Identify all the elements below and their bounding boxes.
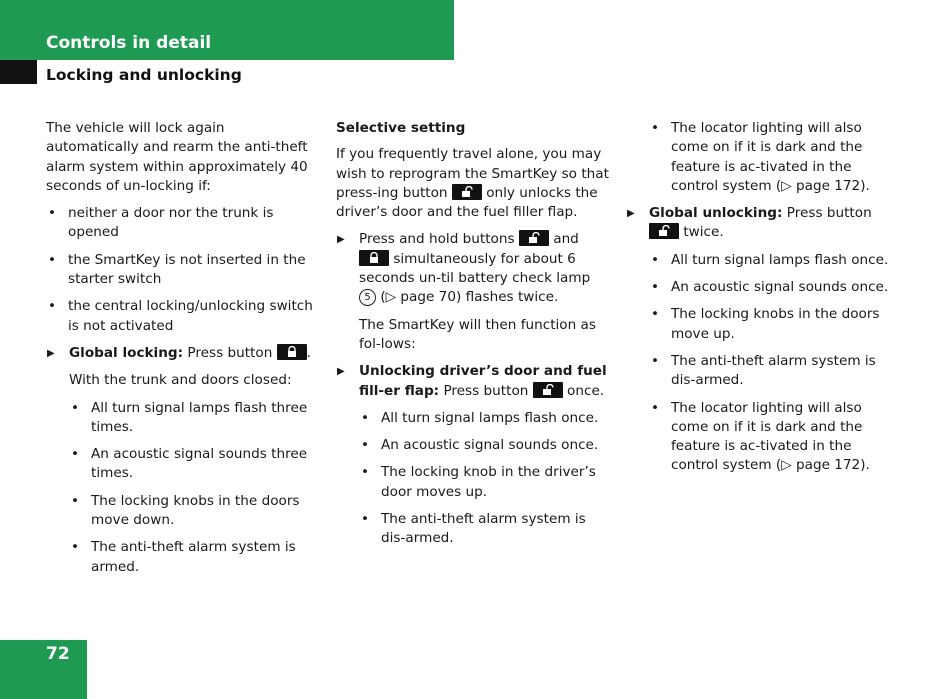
instruction-step: ▶ Unlocking driver’s door and fuel fill-er flap: Press button once.: [336, 362, 610, 401]
list-item: • All turn signal lamps flash once.: [626, 251, 902, 270]
unlock-button-icon: [519, 230, 549, 246]
list-item: • the SmartKey is not inserted in the starter switch: [46, 251, 318, 290]
list-item: • An acoustic signal sounds once.: [626, 278, 902, 297]
paragraph: The SmartKey will then function as fol-lows:: [359, 316, 596, 352]
subheading: Selective setting: [336, 120, 466, 136]
instruction-global-unlocking: ▶ Global unlocking: Press button twice.: [626, 204, 902, 243]
list-item: • The locking knob in the driver’s door moves up.: [336, 463, 610, 502]
chapter-title: Controls in detail: [46, 33, 212, 53]
list-item: • The locator lighting will also come on if it is dark and the feature is ac-tivated in the control system (▷ page 172).: [626, 119, 902, 196]
list-item: • the central locking/unlocking switch is not activated: [46, 297, 318, 336]
intro-paragraph: The vehicle will lock again automatically and rearm the anti-theft alarm system within approximately 40 seconds of un-locking if:: [46, 120, 308, 194]
instruction-label: Global unlocking:: [649, 205, 783, 222]
list-item: • neither a door nor the trunk is opened: [46, 204, 318, 243]
column-3: [626, 119, 902, 484]
list-item: • The anti-theft alarm system is dis-armed.: [336, 510, 610, 549]
list-item: • An acoustic signal sounds once.: [336, 436, 610, 455]
list-item: • An acoustic signal sounds three times.: [46, 445, 318, 484]
list-item: • The locking knobs in the doors move up.: [626, 305, 902, 344]
lock-button-icon: [359, 250, 389, 266]
page-number: 72: [46, 644, 70, 664]
unlock-button-icon: [452, 184, 482, 200]
lock-button-icon: [277, 344, 307, 360]
list-item: • All turn signal lamps flash three times.: [46, 399, 318, 438]
section-marker: [0, 60, 37, 84]
unlock-button-icon: [533, 382, 563, 398]
lamp-number: 5: [359, 289, 376, 306]
unlock-button-icon: [649, 223, 679, 239]
instruction-label: Unlocking driver’s door and fuel fill-er flap:: [359, 363, 607, 399]
instruction-global-locking: ▶ Global locking: Press button .: [46, 344, 318, 363]
list-item: • The locator lighting will also come on if it is dark and the feature is ac-tivated in the control system (▷ page 172).: [626, 399, 902, 476]
column-1: [46, 119, 318, 585]
list-item: • All turn signal lamps flash once.: [336, 409, 610, 428]
list-item: • The locking knobs in the doors move down.: [46, 492, 318, 531]
list-item: • The anti-theft alarm system is armed.: [46, 538, 318, 577]
column-2: [336, 119, 610, 557]
instruction-step: ▶ Press and hold buttons and simultaneously for about 6 seconds un-til battery check lamp 5 (▷ page 70) flashes twice.: [336, 230, 610, 307]
instruction-label: Global locking:: [69, 344, 184, 361]
page-tab: [0, 640, 87, 699]
section-title: Locking and unlocking: [46, 66, 242, 84]
list-item: • The anti-theft alarm system is dis-armed.: [626, 352, 902, 391]
paragraph: If you frequently travel alone, you may wish to reprogram the SmartKey so that press-ing button only unlocks the driver’s door and the fuel filler flap.: [336, 146, 609, 221]
closed-note: With the trunk and doors closed:: [69, 372, 292, 389]
